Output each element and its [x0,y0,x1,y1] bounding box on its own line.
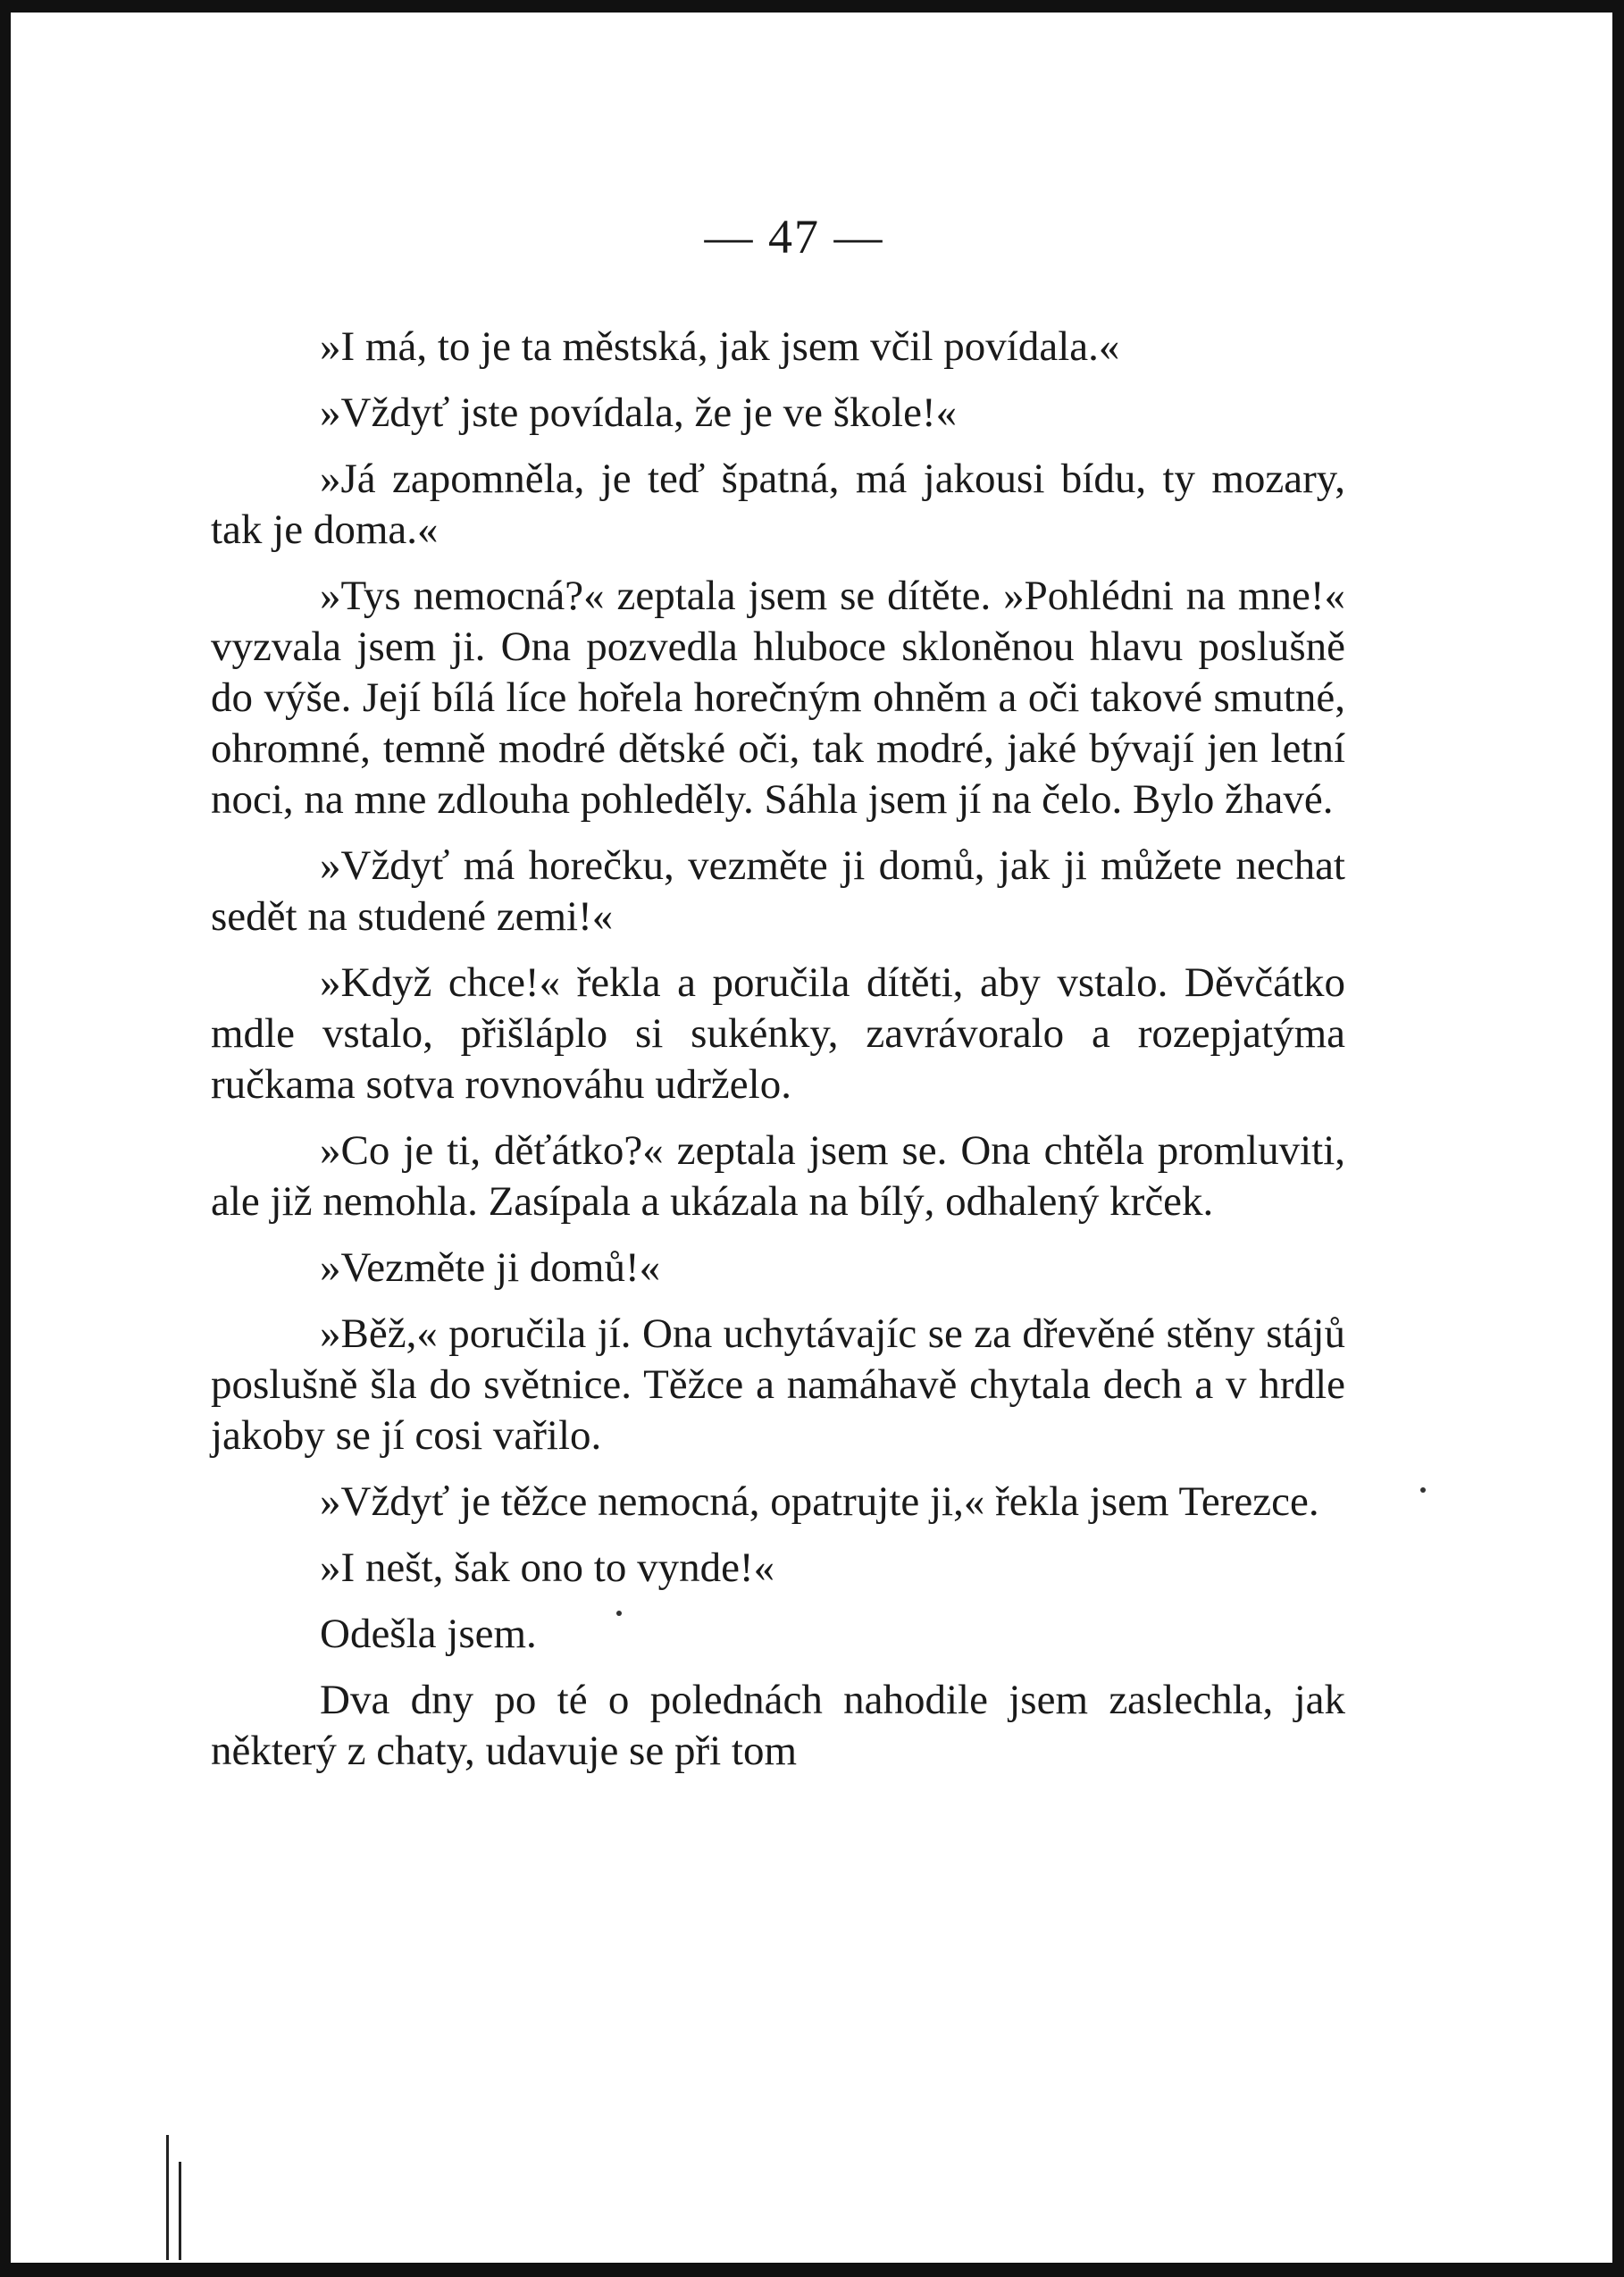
paragraph: »I nešt, šak ono to vynde!« [320,1545,775,1591]
paragraph: »Já zapomněla, je teď špatná, má jakousi bídu, ty mozary, tak je doma.« [211,456,1345,553]
paragraph: »Tys nemocná?« zeptala jsem se dítěte. »Pohlédni na mne!« vyzvala jsem ji. Ona pozvedla hluboce skloněnou hlavu poslušně do výše. Její bílá líce hořela horečným ohněm a oči takové smutné, ohromné, temně modré dětské oči, tak modré, jaké bývají jen letní noci, na mne zdlouha pohleděly. Sáhla jsem jí na čelo. Bylo žhavé. [211,573,1345,823]
paragraph: Odešla jsem. [320,1611,537,1657]
paragraph: »Běž,« poručila jí. Ona uchytávajíc se za dřevěné stěny stájů poslušně šla do světnice. Těžce a namáhavě chytala dech a v hrdle jakoby se jí cosi vařilo. [211,1310,1345,1459]
paragraph: »Když chce!« řekla a poručila dítěti, aby vstalo. Děvčátko mdle vstalo, přišláplo si sukénky, zavrávoralo a rozepjatýma ručkama sotva rovnováhu udrželo. [211,959,1345,1108]
binding-mark [166,2135,169,2260]
paragraph: »Vždyť je těžce nemocná, opatrujte ji,« řekla jsem Terezce. [320,1478,1319,1525]
scan-border-right [1612,0,1624,2277]
print-speck [1420,1487,1426,1493]
page-number: — 47 — [704,210,884,264]
paragraph: Dva dny po té o polednách nahodile jsem zaslechla, jak některý z chaty, udavuje se při tom [211,1677,1345,1774]
scan-border-bottom [0,2263,1624,2277]
paragraph: »Vždyť jste povídala, že je ve škole!« [320,389,958,436]
paragraph: »Vezměte ji domů!« [320,1244,661,1291]
scan-border-top [0,0,1624,13]
binding-mark [179,2162,181,2260]
paragraph: »Vždyť má horečku, vezměte ji domů, jak ji můžete nechat sedět na studené zemi!« [211,842,1345,940]
scan-border-left [0,0,11,2277]
book-page [211,205,1345,1792]
paragraph: »Co je ti, děťátko?« zeptala jsem se. Ona chtěla promluviti, ale již nemohla. Zasípala a ukázala na bílý, odhalený krček. [211,1127,1345,1225]
paragraph: »I má, to je ta městská, jak jsem včil povídala.« [320,323,1120,370]
